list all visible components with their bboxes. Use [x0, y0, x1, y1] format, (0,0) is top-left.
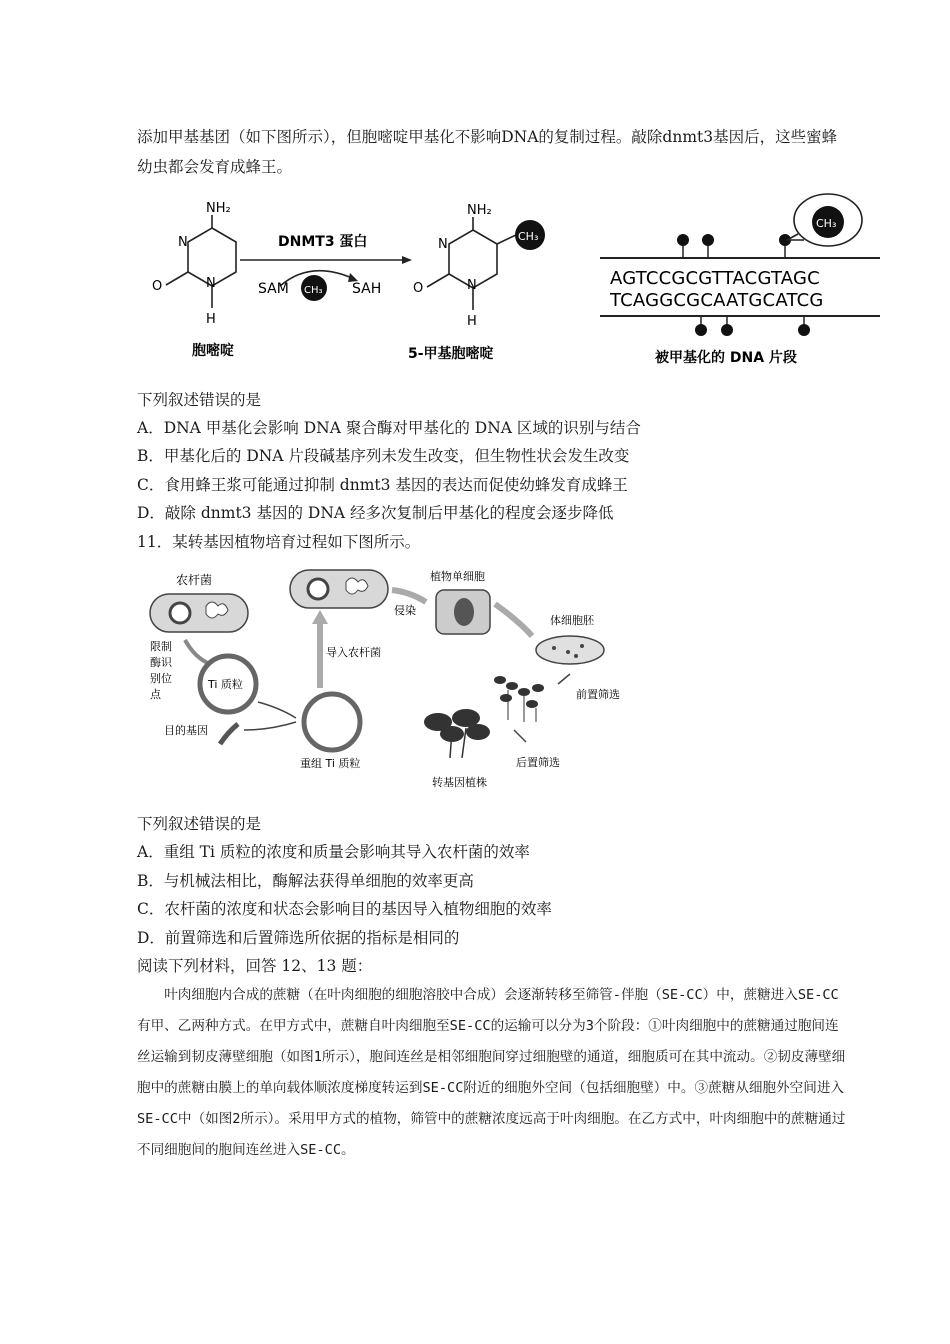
plant-label: 转基因植株 [432, 776, 487, 789]
methylcytosine-h: H [467, 314, 477, 329]
dna-ch3: CH₃ [816, 217, 837, 230]
cytosine-o: O [152, 279, 163, 294]
agrobacterium-cell [150, 594, 248, 632]
cytosine-n1: N [206, 276, 216, 291]
recombinant-plasmid [304, 694, 360, 750]
target-gene-label: 目的基因 [164, 724, 208, 737]
sam-label: SAM [258, 281, 289, 297]
methylcytosine-o: O [413, 281, 424, 296]
q11-stem: 下列叙述错误的是 [137, 815, 262, 833]
methylcytosine-n1: N [467, 278, 477, 293]
q11-title: 11．某转基因植物培育过程如下图所示。 [137, 533, 421, 551]
infect-label: 侵染 [394, 604, 416, 617]
agrobacterium-cell-2 [290, 570, 388, 608]
restriction-label-4: 点 [150, 688, 161, 701]
culture-dish [536, 636, 604, 664]
transgenic-figure [140, 562, 660, 794]
q10-option-d: D．敲除 dnmt3 基因的 DNA 经多次复制后甲基化的程度会逐步降低 [137, 504, 614, 522]
methyl-ch3: CH₃ [518, 230, 539, 243]
methylcytosine-n3: N [438, 237, 448, 252]
cytosine-nh2: NH₂ [206, 201, 231, 216]
cytosine-h: H [206, 312, 216, 327]
q10-option-b: B．甲基化后的 DNA 片段碱基序列未发生改变，但生物性状会发生改变 [137, 447, 630, 465]
enzyme-label: DNMT3 蛋白 [278, 234, 368, 250]
ti-label: Ti 质粒 [208, 678, 243, 691]
sam-ch3: CH₃ [304, 285, 323, 296]
restriction-label-3: 别位 [150, 672, 172, 685]
restriction-label-1: 限制 [150, 640, 172, 653]
cytosine-structure [166, 215, 236, 308]
seedlings [494, 676, 544, 722]
dna-bottom-strand: TCAGGCGCAATGCATCG [610, 290, 824, 311]
embryo-label: 体细胞胚 [550, 614, 594, 627]
q10-stem: 下列叙述错误的是 [137, 391, 262, 409]
import-label: 导入农杆菌 [326, 646, 381, 659]
q10-option-a: A．DNA 甲基化会影响 DNA 聚合酶对甲基化的 DNA 区域的识别与结合 [137, 419, 641, 437]
sah-label: SAH [352, 281, 382, 297]
transgenic-plant [424, 709, 490, 758]
dna-top-strand: AGTCCGCGTTACGTAGC [610, 268, 820, 289]
methylation-figure [140, 190, 880, 375]
methylcytosine-label: 5-甲基胞嘧啶 [408, 346, 494, 362]
q10-option-c: C．食用蜂王浆可能通过抑制 dnmt3 基因的表达而促使幼蜂发育成蜂王 [137, 476, 628, 494]
q11-option-c: C．农杆菌的浓度和状态会影响目的基因导入植物细胞的效率 [137, 900, 552, 918]
reading-title: 阅读下列材料，回答 12、13 题： [137, 957, 373, 975]
q11-option-d: D．前置筛选和后置筛选所依据的指标是相同的 [137, 929, 460, 947]
cytosine-label: 胞嘧啶 [192, 343, 234, 359]
restriction-label-2: 酶识 [150, 656, 172, 669]
q11-option-b: B．与机械法相比，酶解法获得单细胞的效率更高 [137, 872, 474, 890]
pre-screen-label: 前置筛选 [576, 688, 620, 701]
methylcytosine-nh2: NH₂ [467, 203, 492, 218]
dna-fragment [600, 194, 880, 336]
cytosine-n3: N [178, 235, 188, 250]
q11-option-a: A．重组 Ti 质粒的浓度和质量会影响其导入农杆菌的效率 [137, 843, 530, 861]
post-screen-label: 后置筛选 [516, 756, 560, 769]
agro-label: 农杆菌 [176, 573, 213, 587]
dna-fragment-label: 被甲基化的 DNA 片段 [655, 350, 797, 366]
recomb-label: 重组 Ti 质粒 [300, 757, 361, 770]
reading-material: 叶肉细胞内合成的蔗糖（在叶肉细胞的细胞溶胶中合成）会逐渐转移至筛管-伴胞（SE-CC）中，蔗糖进入SE-CC有甲、乙两种方式。在甲方式中，蔗糖自叶肉细胞至SE-CC的运输可以分为3个阶段：①叶肉细胞中的蔗糖通过胞间连丝运输到韧皮薄壁细胞（如图1所示），胞间连丝是相邻细胞间穿过细胞壁的通道，细胞质可在其中流动。②韧皮薄壁细胞中的蔗糖由膜上的单向载体顺浓度梯度转运到SE-CC附近的细胞外空间（包括细胞壁）中。③蔗糖从细胞外空间进入SE-CC中（如图2所示）。采用甲方式的植物，筛管中的蔗糖浓度远高于叶肉细胞。在乙方式中，叶肉细胞中的蔗糖通过不同细胞间的胞间连丝进入SE-CC。 [137, 987, 846, 1158]
intro-paragraph: 添加甲基基团（如下图所示），但胞嘧啶甲基化不影响DNA的复制过程。敲除dnmt3基因后，这些蜜蜂幼虫都会发育成蜂王。 [137, 128, 838, 176]
single-cell-label: 植物单细胞 [430, 570, 485, 583]
methylcytosine-structure [427, 217, 518, 310]
